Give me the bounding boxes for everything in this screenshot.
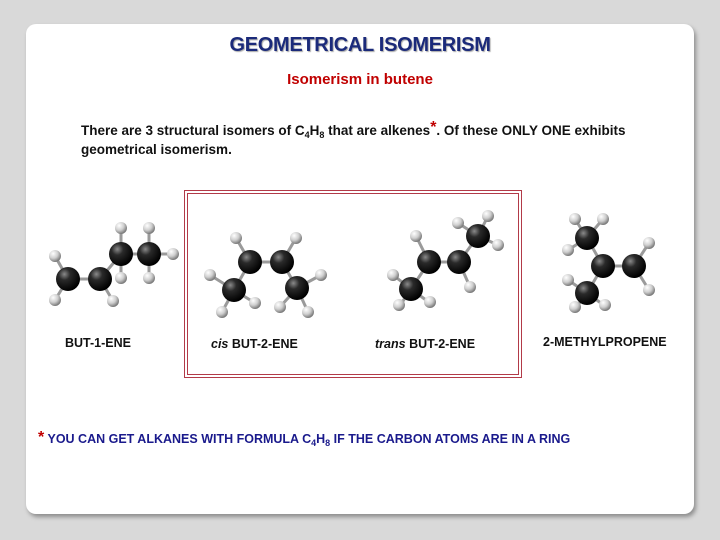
label-cis-but-2-ene [211,337,298,351]
footnote-text-part: IF THE CARBON ATOMS ARE IN A RING [330,432,571,446]
molecule-name: BUT-2-ENE [409,337,476,351]
intro-text-part: . Of these ONLY ONE exhibits geometrical isomerism. [81,123,626,157]
page-title: GEOMETRICAL ISOMERISM [229,34,491,56]
intro-text-part: There are 3 structural isomers of C [81,123,305,138]
molecule-name: BUT-2-ENE [231,337,298,351]
footnote [38,429,698,447]
label-2-methylpropene [543,335,667,349]
footnote-subscript: 8 [325,438,331,448]
intro-subscript: 8 [319,130,325,140]
2-methylpropene-model [557,208,667,313]
intro-text-part: H [309,123,320,138]
label-trans-but-2-ene [375,337,475,351]
footnote-marker: * [38,429,45,446]
intro-subscript: 4 [304,130,310,140]
intro-text-part: that are alkenes [324,123,431,138]
cis-but-2-ene-model [200,225,330,320]
isomer-prefix: trans [375,337,406,351]
intro-text [81,121,641,159]
footnote-subscript: 4 [311,438,317,448]
page-subtitle: Isomerism in butene [287,71,433,88]
molecule-name: BUT-1-ENE [65,336,131,350]
but-1-ene-model [40,215,190,315]
footnote-marker: * [430,119,437,136]
footnote-text-part: H [316,432,326,446]
trans-but-2-ene-model [382,207,507,312]
label-but-1-ene [65,336,131,350]
isomer-prefix: cis [211,337,229,351]
footnote-text-part: YOU CAN GET ALKANES WITH FORMULA C [44,432,312,446]
molecule-name: 2-METHYLPROPENE [543,335,667,349]
